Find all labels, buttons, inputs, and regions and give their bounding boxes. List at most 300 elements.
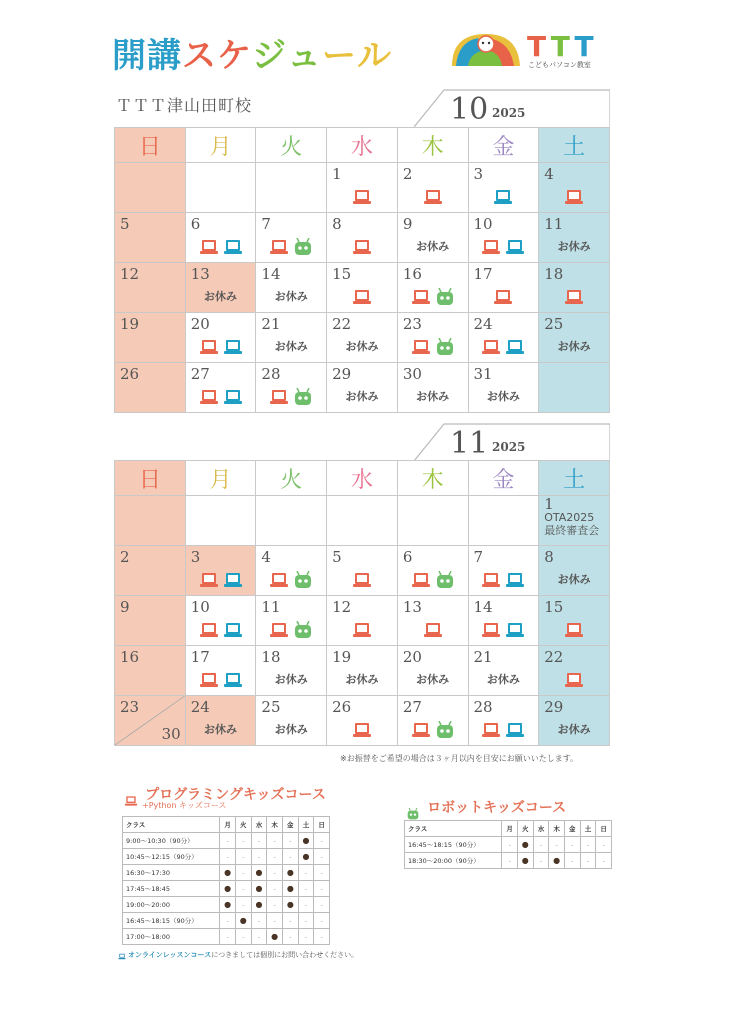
- class-time: 16:30〜17:30: [123, 865, 220, 881]
- schedule-header: 火: [235, 817, 251, 833]
- title-char: ジ: [252, 36, 287, 76]
- schedule-dot: ●: [282, 897, 298, 913]
- laptop-orange-icon: [199, 338, 219, 356]
- schedule-dash: -: [314, 913, 330, 929]
- lesson-icons: [469, 571, 539, 589]
- day-cell: [115, 363, 186, 413]
- closed-label: お休み: [345, 673, 379, 686]
- day-number: 5: [120, 215, 130, 233]
- day-cell: [185, 596, 256, 646]
- robot-icon: [293, 571, 313, 589]
- closed-label: お休み: [274, 673, 308, 686]
- day-cell: [468, 313, 539, 363]
- day-cell: [468, 596, 539, 646]
- schedule-header: 木: [549, 821, 565, 837]
- day-number: 23: [402, 315, 422, 333]
- event-note-line: OTA2025: [544, 511, 595, 524]
- lesson-icons: [398, 571, 468, 589]
- laptop-orange-icon: [199, 671, 219, 689]
- schedule-header: 月: [220, 817, 236, 833]
- day-number: 1: [332, 165, 342, 183]
- weekday-header: 火: [256, 461, 327, 496]
- schedule-dash: -: [251, 913, 267, 929]
- schedule-dot: ●: [282, 881, 298, 897]
- day-number: 12: [332, 598, 352, 616]
- schedule-header: 日: [314, 817, 330, 833]
- online-course-name: オンラインレッスンコース: [128, 951, 212, 959]
- weekday-header: 木: [397, 461, 468, 496]
- closed-label: お休み: [416, 240, 450, 253]
- schedule-dash: -: [580, 837, 596, 853]
- lesson-icons: [327, 288, 397, 306]
- laptop-orange-icon: [411, 338, 431, 356]
- day-cell: [256, 546, 327, 596]
- schedule-dash: -: [267, 849, 283, 865]
- day-number: 2: [402, 165, 413, 183]
- schedule-dash: -: [251, 929, 267, 945]
- lesson-icons: [327, 238, 397, 256]
- laptop-blue-icon: [223, 338, 243, 356]
- day-cell: [539, 213, 610, 263]
- schedule-dash: -: [298, 881, 314, 897]
- schedule-dash: -: [564, 837, 580, 853]
- day-number: 15: [544, 598, 564, 616]
- day-number: 9: [120, 598, 130, 616]
- closed-label: お休み: [486, 673, 520, 686]
- online-note-text: につきましては個別にお問い合わせください。: [211, 951, 359, 959]
- class-time: 17:00〜18:00: [123, 929, 220, 945]
- lesson-icons: [327, 571, 397, 589]
- weekday-header: 月: [185, 461, 256, 496]
- day-cell: [397, 596, 468, 646]
- day-cell: [115, 696, 186, 746]
- event-note-line: 最終審査会: [544, 524, 600, 537]
- laptop-orange-icon: [411, 721, 431, 739]
- schedule-dash: -: [298, 913, 314, 929]
- laptop-orange-icon: [423, 188, 443, 206]
- schedule-dash: -: [298, 865, 314, 881]
- weekday-header: 土: [539, 461, 610, 496]
- day-cell: [539, 163, 610, 213]
- laptop-orange-icon: [493, 288, 513, 306]
- title-char: ス: [182, 36, 217, 76]
- day-number: 20: [402, 648, 422, 666]
- day-number: 12: [120, 265, 140, 283]
- schedule-dash: -: [267, 897, 283, 913]
- schedule-header: 木: [267, 817, 283, 833]
- schedule-dash: -: [267, 881, 283, 897]
- schedule-dot: ●: [298, 833, 314, 849]
- schedule-dot: ●: [251, 881, 267, 897]
- title-char: ケ: [217, 36, 252, 76]
- class-time: 16:45〜18:15（90分）: [123, 913, 220, 929]
- closed-label: お休み: [204, 723, 238, 736]
- day-cell: [397, 213, 468, 263]
- day-number: 13: [190, 265, 210, 283]
- laptop-blue-icon: [505, 238, 525, 256]
- schedule-dash: -: [235, 881, 251, 897]
- day-number: 8: [332, 215, 342, 233]
- closed-label: お休み: [416, 390, 450, 403]
- laptop-blue-icon: [505, 721, 525, 739]
- robot-icon: [293, 238, 313, 256]
- day-number: 18: [261, 648, 281, 666]
- day-cell: [539, 546, 610, 596]
- schedule-header: 土: [298, 817, 314, 833]
- laptop-icon: [124, 792, 138, 804]
- lesson-icons: [256, 388, 326, 406]
- day-number: 11: [261, 598, 281, 616]
- schedule-dot: ●: [298, 849, 314, 865]
- schedule-header: 金: [564, 821, 580, 837]
- laptop-orange-icon: [352, 188, 372, 206]
- day-number: 28: [261, 365, 281, 383]
- day-number: 31: [473, 365, 493, 383]
- day-number: 7: [473, 548, 484, 566]
- day-cell: [327, 696, 398, 746]
- day-cell: [468, 546, 539, 596]
- schedule-dash: -: [251, 833, 267, 849]
- schedule-header: 水: [533, 821, 549, 837]
- day-cell: [397, 696, 468, 746]
- schedule-header: 火: [517, 821, 533, 837]
- schedule-dash: -: [220, 913, 236, 929]
- footnote: ※お振替をご希望の場合は３ヶ月以内を目安にお願いいたします。: [340, 754, 579, 763]
- day-number: 11: [544, 215, 564, 233]
- page-title: [112, 28, 392, 77]
- closed-label: お休み: [345, 390, 379, 403]
- lesson-icons: [398, 721, 468, 739]
- closed-label: お休み: [557, 240, 591, 253]
- day-number: 27: [402, 698, 422, 716]
- laptop-orange-icon: [481, 571, 501, 589]
- lesson-icons: [256, 571, 326, 589]
- day-number: 9: [402, 215, 413, 233]
- day-cell: [185, 213, 256, 263]
- day-number: 3: [190, 548, 201, 566]
- class-time: 9:00〜10:30（90分）: [123, 833, 220, 849]
- day-cell: [185, 696, 256, 746]
- day-cell: [185, 646, 256, 696]
- day-cell: [468, 363, 539, 413]
- day-cell: [327, 163, 398, 213]
- october-calendar: [114, 127, 610, 413]
- day-cell: [468, 263, 539, 313]
- day-number: 14: [473, 598, 493, 616]
- schedule-dash: -: [314, 865, 330, 881]
- closed-label: お休み: [557, 340, 591, 353]
- day-cell: [256, 596, 327, 646]
- day-cell: [115, 646, 186, 696]
- november-calendar: [114, 460, 610, 746]
- weekday-header: 金: [468, 461, 539, 496]
- day-cell: [539, 596, 610, 646]
- laptop-orange-icon: [352, 721, 372, 739]
- schedule-dot: ●: [251, 865, 267, 881]
- title-char: ー: [322, 36, 357, 76]
- schedule-dash: -: [251, 849, 267, 865]
- robot-icon: [293, 621, 313, 639]
- day-number: 6: [402, 548, 413, 566]
- lesson-icons: [469, 188, 539, 206]
- day-cell: [539, 646, 610, 696]
- laptop-blue-icon: [223, 621, 243, 639]
- robot-icon: [435, 571, 455, 589]
- class-time: 18:30〜20:00（90分）: [405, 853, 502, 869]
- day-cell: [397, 263, 468, 313]
- lesson-icons: [327, 721, 397, 739]
- schedule-dash: -: [267, 865, 283, 881]
- day-number: 2: [120, 548, 130, 566]
- schedule-dash: -: [502, 837, 518, 853]
- schedule-header: 土: [580, 821, 596, 837]
- schedule-dash: -: [314, 897, 330, 913]
- programming-schedule-table: [122, 816, 330, 945]
- schedule-dash: -: [564, 853, 580, 869]
- robot-course-heading: [404, 797, 566, 817]
- laptop-orange-icon: [199, 621, 219, 639]
- day-number: 15: [332, 265, 352, 283]
- october-month: 10: [450, 92, 489, 127]
- robot-icon: [435, 288, 455, 306]
- day-number: 1: [544, 495, 554, 513]
- day-cell: [539, 263, 610, 313]
- day-cell: [115, 213, 186, 263]
- title-char: ュ: [287, 36, 322, 76]
- schedule-dash: -: [314, 881, 330, 897]
- weekday-header: 日: [115, 461, 186, 496]
- schedule-dash: -: [235, 865, 251, 881]
- laptop-orange-icon: [199, 571, 219, 589]
- laptop-orange-icon: [352, 621, 372, 639]
- logo-subtitle: こどもパソコン教室: [528, 61, 591, 69]
- day-cell: [115, 313, 186, 363]
- day-number: 10: [190, 598, 210, 616]
- day-cell: [185, 263, 256, 313]
- laptop-orange-icon: [269, 238, 289, 256]
- day-number: 8: [544, 548, 554, 566]
- logo-text: [527, 30, 598, 63]
- day-number: 10: [473, 215, 493, 233]
- weekday-header: 月: [185, 128, 256, 163]
- day-number: 6: [190, 215, 201, 233]
- day-number: 7: [261, 215, 271, 233]
- lesson-icons: [539, 621, 609, 639]
- day-number: 29: [332, 365, 352, 383]
- day-number: 24: [473, 315, 493, 333]
- day-number: 17: [190, 648, 210, 666]
- closed-label: お休み: [204, 290, 238, 303]
- day-number: 17: [473, 265, 493, 283]
- online-note: [118, 950, 358, 960]
- weekday-header: 木: [397, 128, 468, 163]
- schedule-dot: ●: [267, 929, 283, 945]
- lesson-icons: [256, 621, 326, 639]
- day-cell: [115, 546, 186, 596]
- schedule-dash: -: [220, 833, 236, 849]
- day-number: 30: [402, 365, 422, 383]
- day-cell: [327, 263, 398, 313]
- laptop-orange-icon: [481, 621, 501, 639]
- weekday-header: 日: [115, 128, 186, 163]
- laptop-orange-icon: [411, 288, 431, 306]
- day-number: 28: [473, 698, 493, 716]
- laptop-orange-icon: [481, 238, 501, 256]
- day-cell: [327, 646, 398, 696]
- robot-icon: [293, 388, 313, 406]
- schedule-dash: -: [314, 849, 330, 865]
- schedule-dash: -: [314, 929, 330, 945]
- day-number: 4: [261, 548, 271, 566]
- laptop-orange-icon: [199, 388, 219, 406]
- closed-label: お休み: [274, 723, 308, 736]
- lesson-icons: [398, 338, 468, 356]
- day-cell: [185, 496, 256, 546]
- weekday-header: 土: [539, 128, 610, 163]
- day-number: 18: [544, 265, 564, 283]
- title-char: 開: [112, 36, 147, 76]
- closed-label: お休み: [345, 340, 379, 353]
- laptop-orange-icon: [199, 238, 219, 256]
- lesson-icons: [469, 338, 539, 356]
- lesson-icons: [539, 188, 609, 206]
- lesson-icons: [186, 338, 256, 356]
- schedule-dash: -: [235, 897, 251, 913]
- day-number: 21: [473, 648, 493, 666]
- day-number: 26: [332, 698, 352, 716]
- november-year: 2025: [492, 440, 526, 454]
- closed-label: お休み: [274, 340, 308, 353]
- laptop-orange-icon: [269, 388, 289, 406]
- lesson-icons: [469, 621, 539, 639]
- laptop-orange-icon: [352, 571, 372, 589]
- schedule-dot: ●: [251, 897, 267, 913]
- schedule-header: クラス: [405, 821, 502, 837]
- schedule-dash: -: [549, 837, 565, 853]
- day-cell: [256, 496, 327, 546]
- schedule-dash: -: [267, 913, 283, 929]
- schedule-dash: -: [533, 837, 549, 853]
- day-cell: [468, 646, 539, 696]
- weekday-header: 水: [327, 128, 398, 163]
- schedule-dash: -: [282, 913, 298, 929]
- day-number: 22: [544, 648, 564, 666]
- day-cell: [185, 546, 256, 596]
- class-time: 17:45〜18:45: [123, 881, 220, 897]
- day-cell: [327, 213, 398, 263]
- day-cell: [185, 313, 256, 363]
- schedule-dash: -: [596, 837, 612, 853]
- title-char: 講: [147, 36, 182, 76]
- lesson-icons: [469, 238, 539, 256]
- day-cell: [256, 646, 327, 696]
- day-number: 19: [332, 648, 352, 666]
- robot-icon: [435, 721, 455, 739]
- schedule-header: 月: [502, 821, 518, 837]
- schedule-header: 日: [596, 821, 612, 837]
- schedule-dash: -: [533, 853, 549, 869]
- logo-letter: T: [527, 30, 551, 63]
- title-char: ル: [357, 36, 392, 76]
- laptop-blue-icon: [223, 671, 243, 689]
- lesson-icons: [186, 238, 256, 256]
- schedule-dash: -: [282, 929, 298, 945]
- robot-schedule-table: [404, 820, 612, 869]
- day-cell: [327, 313, 398, 363]
- schedule-dash: -: [314, 833, 330, 849]
- day-cell: [327, 546, 398, 596]
- weekday-header: 金: [468, 128, 539, 163]
- schedule-dash: -: [235, 849, 251, 865]
- robot-icon: [435, 338, 455, 356]
- november-month: 11: [450, 426, 489, 461]
- class-time: 19:00〜20:00: [123, 897, 220, 913]
- day-number: 16: [120, 648, 140, 666]
- schedule-dot: ●: [220, 881, 236, 897]
- schedule-dash: -: [235, 929, 251, 945]
- day-cell: [115, 496, 186, 546]
- logo-letter: T: [574, 30, 598, 63]
- lesson-icons: [186, 671, 256, 689]
- laptop-orange-icon: [411, 571, 431, 589]
- laptop-blue-icon: [505, 338, 525, 356]
- day-cell: [115, 163, 186, 213]
- day-cell: [539, 696, 610, 746]
- lesson-icons: [327, 188, 397, 206]
- closed-label: お休み: [557, 723, 591, 736]
- day-cell: [256, 363, 327, 413]
- lesson-icons: [398, 288, 468, 306]
- laptop-orange-icon: [564, 188, 584, 206]
- schedule-dash: -: [580, 853, 596, 869]
- day-number: 20: [190, 315, 210, 333]
- lesson-icons: [186, 621, 256, 639]
- schedule-dot: ●: [549, 853, 565, 869]
- lesson-icons: [398, 621, 468, 639]
- closed-label: お休み: [416, 673, 450, 686]
- schedule-dash: -: [282, 849, 298, 865]
- day-cell: [256, 263, 327, 313]
- schedule-header: 水: [251, 817, 267, 833]
- day-number: 5: [332, 548, 342, 566]
- laptop-orange-icon: [564, 671, 584, 689]
- lesson-icons: [469, 721, 539, 739]
- schedule-header: クラス: [123, 817, 220, 833]
- day-cell: [539, 363, 610, 413]
- day-number: 19: [120, 315, 140, 333]
- programming-course-subtitle: +Python キッズコース: [142, 801, 227, 810]
- day-cell: [397, 363, 468, 413]
- school-name: ＴＴＴ津山田町校: [116, 96, 253, 115]
- laptop-orange-icon: [269, 621, 289, 639]
- schedule-dash: -: [220, 849, 236, 865]
- day-number: 23: [120, 698, 140, 716]
- schedule-dot: ●: [517, 853, 533, 869]
- schedule-dot: ●: [282, 865, 298, 881]
- schedule-dot: ●: [517, 837, 533, 853]
- day-number: 24: [190, 698, 210, 716]
- day-cell: [397, 646, 468, 696]
- day-number: 21: [261, 315, 281, 333]
- lesson-icons: [256, 238, 326, 256]
- laptop-orange-icon: [269, 571, 289, 589]
- laptop-icon: [118, 953, 126, 960]
- laptop-blue-icon: [493, 188, 513, 206]
- weekday-header: 水: [327, 461, 398, 496]
- schedule-dash: -: [235, 833, 251, 849]
- laptop-orange-icon: [564, 288, 584, 306]
- day-number: 4: [544, 165, 554, 183]
